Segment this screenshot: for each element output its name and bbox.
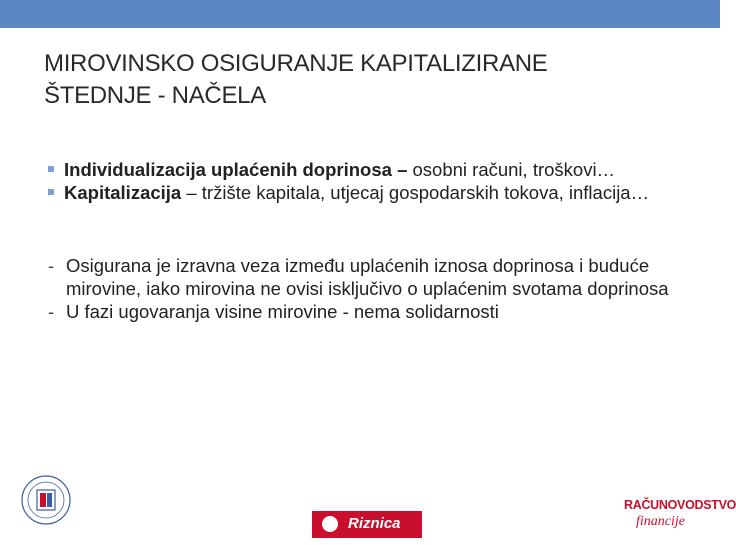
bullet-item (48, 181, 688, 204)
slide-title-line-2: ŠTEDNJE - NAČELA (44, 82, 266, 109)
dash-marker: - (48, 301, 55, 322)
dash-marker: - (48, 255, 55, 276)
slide-title-line-1: MIROVINSKO OSIGURANJE KAPITALIZIRANE (44, 50, 548, 77)
bullet-bold-text: Individualizacija uplaćenih doprinosa – (64, 159, 408, 180)
dash-item (48, 254, 688, 300)
bullet-bold-text: Kapitalizacija (64, 182, 182, 203)
racunovodstvo-financije-logo (624, 498, 736, 540)
bullet-text: – tržište kapitala, utjecaj gospodarskih tokova, inflacija… (181, 182, 650, 203)
institution-seal-logo (20, 460, 72, 540)
riznica-label: Riznica (348, 515, 401, 532)
bullet-text: osobni računi, troškovi… (407, 159, 616, 180)
financije-label: financije (636, 514, 685, 529)
slide-body (48, 158, 688, 323)
racunovodstvo-label: RAČUNOVODSTVO (624, 498, 736, 512)
dash-item-text: Osigurana je izravna veza između uplaćenih iznosa doprinosa i buduće mirovine, iako mirovina ne ovisi isključivo o uplaćenim svotama doprinosa (66, 255, 669, 299)
slide-title (44, 48, 684, 112)
dash-item-text: U fazi ugovaranja visine mirovine - nema solidarnosti (66, 301, 499, 322)
square-bullet-icon (48, 189, 54, 195)
square-bullet-icon (48, 166, 54, 172)
seal-icon (320, 514, 340, 534)
dash-item (48, 300, 688, 323)
bullet-item (48, 158, 688, 181)
top-accent-bar (0, 0, 720, 28)
riznica-logo (312, 511, 422, 538)
